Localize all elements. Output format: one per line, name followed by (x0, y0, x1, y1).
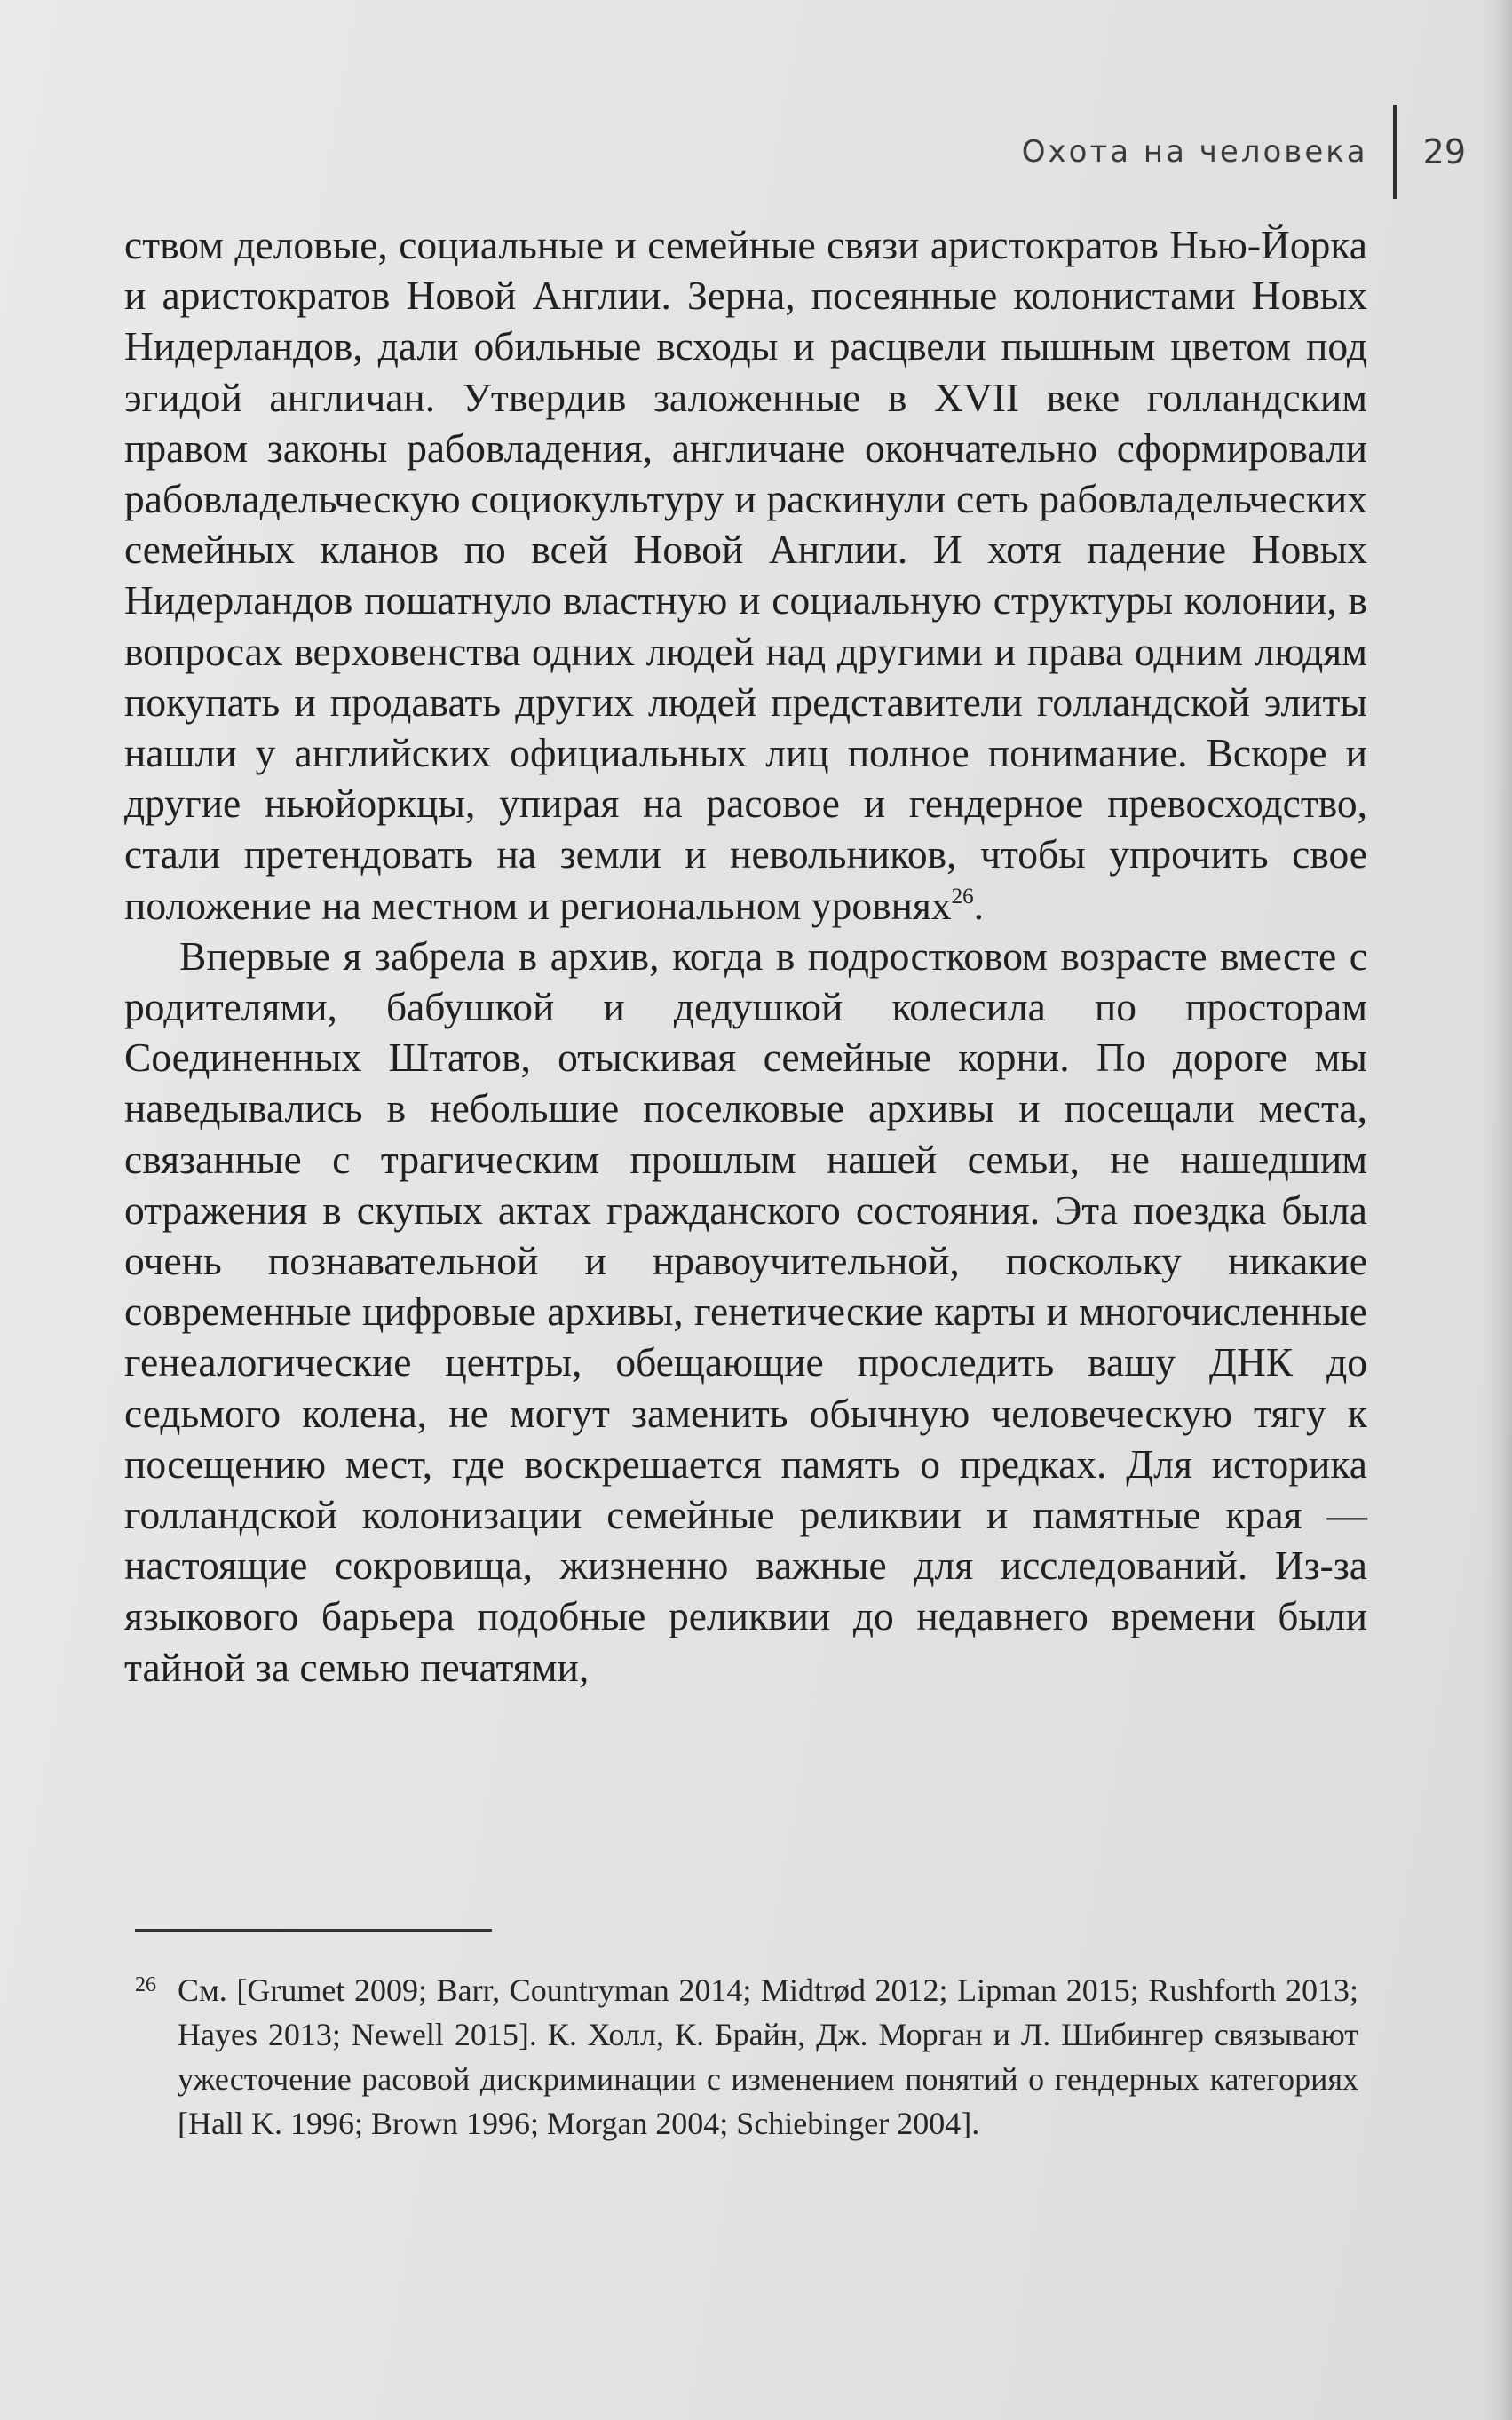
header-divider (1393, 105, 1397, 199)
running-title: Охота на человека (1021, 134, 1368, 170)
footnote-reference: 26 (951, 884, 974, 908)
page-edge-shadow (1482, 0, 1512, 2420)
footnote-text: См. [Grumet 2009; Barr, Countryman 2014; Midtrød 2012; Lipman 2015; Rushforth 2013; Hayes 2013; Newell 2015]. К. Холл, К. Брайн, Дж. Морган и Л. Шибингер связывают ужесточение расовой дискриминации с изменением понятий о гендерных категориях [Hall K. 1996; Brown 1996; Morgan 2004; Schiebinger 2004]. (178, 1972, 1358, 2141)
paragraph-1 (124, 219, 1367, 931)
footnote-divider (135, 1929, 492, 1932)
paragraph-1-text: ством деловые, социальные и семейные связи аристократов Нью-Йорка и аристократов Новой Англии. Зерна, посеянные колонистами Новых Нидерландов, дали обильные всходы и расцвели пышным цветом под эгидой англичан. Утвердив заложенные в XVII веке голландским правом законы рабовладения, англичане окончательно сформировали рабовладельческую социокультуру и раскинули сеть рабовладельческих семейных кланов по всей Новой Англии. И хотя падение Новых Нидерландов пошатнуло властную и социальную структуры колонии, в вопросах верховенства одних людей над другими и права одним людям покупать и продавать других людей представители голландской элиты нашли у английских официальных лиц полное понимание. Вскоре и другие ньюйоркцы, упирая на расовое и гендерное превосходство, стали претендовать на земли и невольников, чтобы упрочить свое положение на местном и региональном уровнях (124, 222, 1367, 928)
footnote (124, 1968, 1358, 2146)
paragraph-2: Впервые я забрела в архив, когда в подростковом возрасте вместе с родителями, бабушкой и дедушкой колесила по просторам Соединенных Штатов, отыскивая семейные корни. По дороге мы наведывались в небольшие поселковые архивы и посещали места, связанные с трагическим прошлым нашей семьи, не нашедшим отражения в скупых актах гражданского состояния. Эта поездка была очень познавательной и нравоучительной, поскольку никакие современные цифровые архивы, генетические карты и многочисленные генеалогические центры, обещающие проследить вашу ДНК до седьмого колена, не могут заменить обычную человеческую тягу к посещению мест, где воскрешается память о предках. Для историка голландской колонизации семейные реликвии и памятные края — настоящие сокровища, жизненно важные для исследований. Из-за языкового барьера подобные реликвии до недавнего времени были тайной за семью печатями, (124, 932, 1367, 1690)
page-number: 29 (1422, 132, 1466, 171)
footnote-marker: 26 (135, 1973, 156, 1996)
main-text (124, 219, 1367, 1693)
paragraph-1-end: . (973, 882, 985, 928)
page-header (1022, 105, 1466, 199)
